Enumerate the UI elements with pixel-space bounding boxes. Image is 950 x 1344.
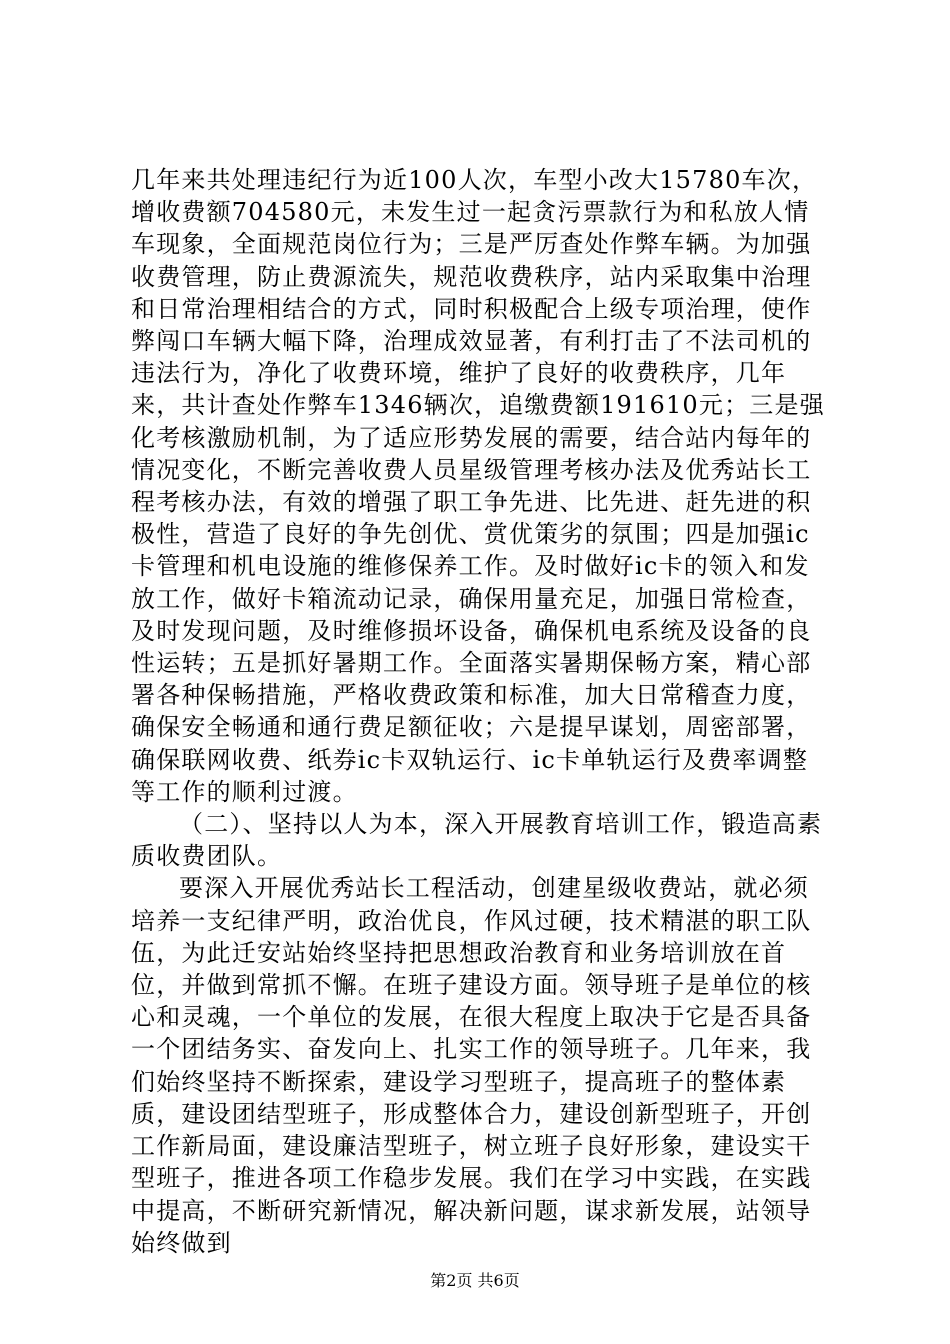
paragraph: 要深入开展优秀站长工程活动，创建星级收费站，就必须培养一支纪律严明，政治优良，作风过硬，技术精湛的职工队伍，为此迁安站始终坚持把思想政治教育和业务培训放在首位，并做到常抓不懈。在班子建设方面。领导班子是单位的核心和灵魂，一个单位的发展，在很大程度上取决于它是否具备一个团结务实、奋发向上、扎实工作的领导班子。几年来，我们始终坚持不断探索，建设学习型班子，提高班子的整体素质，建设团结型班子，形成整体合力，建设创新型班子，开创工作新局面，建设廉洁型班子，树立班子良好形象，建设实干型班子，推进各项工作稳步发展。我们在学习中实践，在实践中提高，不断研究新情况，解决新问题，谋求新发展，站领导始终做到 (131, 874, 812, 1257)
section-heading: （二）、坚持以人为本，深入开展教育培训工作，锻造高素质收费团队。 (131, 810, 823, 871)
paragraph-continued: 几年来共处理违纪行为近100人次，车型小改大15780车次，增收费额704580元，未发生过一起贪污票款行为和私放人情车现象，全面规范岗位行为；三是严厉查处作弊车辆。为加强收费管理，防止费源流失，规范收费秩序，站内采取集中治理和日常治理相结合的方式，同时积极配合上级专项治理，使作弊闯口车辆大幅下降，治理成效显著，有利打击了不法司机的违法行为，净化了收费环境，维护了良好的收费秩序，几年来，共计查处作弊车1346辆次，追缴费额191610元；三是强化考核激励机制，为了适应形势发展的需要，结合站内每年的情况变化，不断完善收费人员星级管理考核办法及优秀站长工程考核办法，有效的增强了职工争先进、比先进、赶先进的积极性，营造了良好的争先创优、赏优策劣的氛围；四是加强ic卡管理和机电设施的维修保养工作。及时做好ic卡的领入和发放工作，做好卡箱流动记录，确保用量充足，加强日常检查，及时发现问题，及时维修损坏设备，确保机电系统及设备的良性运转；五是抓好暑期工作。全面落实暑期保畅方案，精心部署各种保畅措施，严格收费政策和标准，加大日常稽查力度，确保安全畅通和通行费足额征收；六是提早谋划，周密部署，确保联网收费、纸券ic卡双轨运行、ic卡单轨运行及费率调整等工作的顺利过渡。 (131, 166, 825, 806)
page-number-footer: 第2页 共6页 (430, 1271, 520, 1290)
document-body (131, 164, 831, 1259)
